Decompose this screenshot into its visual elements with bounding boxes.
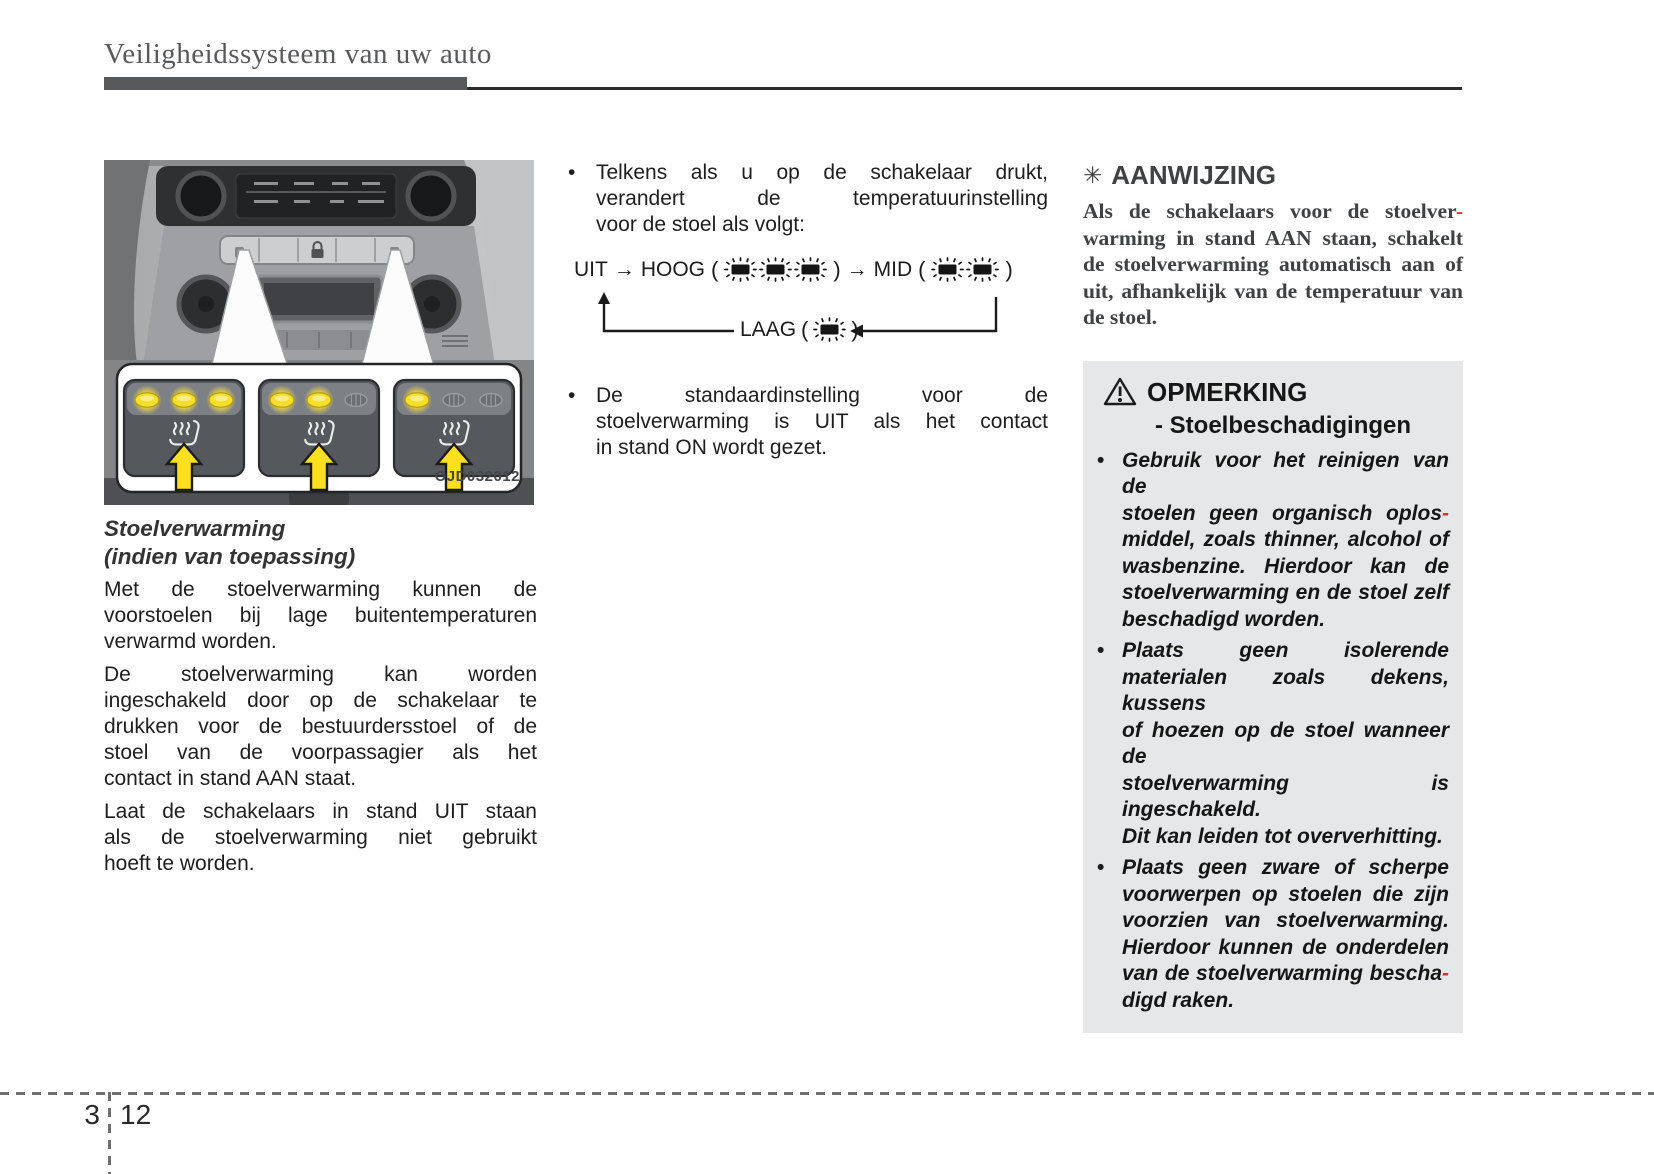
opmerking-bullet	[1097, 448, 1449, 634]
aanwijzing-note	[1083, 160, 1463, 331]
text-line: ingeschakeld door op de schakelaar te	[104, 688, 537, 712]
footer-dashed-rule	[0, 1092, 1654, 1095]
text-line: hoeft te worden.	[104, 852, 255, 876]
flashing-indicator-icon	[931, 257, 964, 282]
seat-heater-switch	[124, 380, 244, 490]
paragraph	[104, 662, 537, 793]
paragraph	[104, 577, 537, 656]
opmerking-bullet	[1097, 855, 1449, 1014]
seat-heater-figure	[104, 160, 534, 505]
text-line: stoelen geen organisch oplos-	[1122, 501, 1449, 525]
opmerking-bullet	[1097, 638, 1449, 850]
state-mid: MID	[873, 257, 913, 281]
text-line: Met de stoelverwarming kunnen de	[104, 578, 537, 601]
red-hyphen: -	[1455, 199, 1463, 223]
figure-code: OJD032012	[434, 468, 520, 485]
text-line: contact in stand AAN staat.	[104, 767, 357, 791]
text-line: Hierdoor kunnen de onderdelen	[1122, 935, 1449, 959]
diagram-row-top: UIT → HOOG ( ) → MID ( )	[574, 256, 1013, 282]
flashing-indicator-icon	[966, 257, 999, 282]
text-line: De standaardinstelling voor de	[596, 383, 1048, 407]
text-line: Plaats geen isolerende	[1122, 639, 1449, 662]
header-rule-thin	[467, 87, 1462, 90]
footer-dashed-divider	[108, 1092, 111, 1174]
state-laag: LAAG	[740, 317, 797, 341]
bullet-marker: •	[568, 161, 576, 184]
mid-indicator-set	[931, 257, 999, 282]
laag-indicator-set	[813, 317, 846, 342]
dashboard-illustration	[104, 160, 534, 505]
text-line: voor de stoel als volgt:	[596, 213, 805, 237]
seat-heater-switch	[259, 380, 379, 490]
text-line: voorwerpen op stoelen die zijn	[1122, 882, 1449, 906]
text-line: als de stoelverwarming niet gebruikt	[104, 825, 537, 849]
state-uit: UIT	[574, 257, 608, 281]
text-line: voorzien van stoelverwarming.	[1122, 909, 1449, 932]
text-line: materialen zoals dekens, kussens	[1122, 665, 1449, 715]
text-line: Plaats geen zware of scherpe	[1122, 856, 1449, 879]
page-number: 12	[120, 1099, 152, 1130]
text-line: wasbenzine. Hierdoor kan de	[1122, 554, 1449, 578]
asterisk-icon: ✳	[1083, 162, 1103, 189]
text-line: stoelverwarming is ingeschakeld.	[1122, 771, 1449, 821]
text-line: de stoel.	[1083, 305, 1158, 329]
text-line: voorstoelen bij lage buitentemperaturen	[104, 604, 537, 628]
flashing-indicator-icon	[759, 257, 792, 282]
bullet-item	[568, 383, 1048, 462]
header-rule	[104, 77, 1462, 91]
right-arrow-icon: →	[613, 257, 635, 281]
text-line: of hoezen op de stoel wanneer de	[1122, 718, 1449, 768]
opmerking-box	[1083, 361, 1463, 1034]
opmerking-header	[1103, 377, 1449, 408]
bullet-marker: •	[1097, 639, 1105, 662]
aanwijzing-body	[1083, 198, 1463, 331]
heat-cycle-diagram	[568, 257, 1048, 373]
text-line: van de stoelverwarming bescha-	[1122, 962, 1449, 985]
text-line: stoelverwarming en de stoel zelf	[1122, 581, 1449, 604]
opmerking-subtitle: - Stoelbeschadigingen	[1155, 411, 1412, 439]
page-header	[104, 38, 1462, 91]
text-line: Telkens als u op de schakelaar drukt,	[596, 161, 1048, 184]
text-line: Gebruik voor het reinigen van de	[1122, 448, 1449, 498]
flashing-indicator-icon	[724, 257, 757, 282]
hoog-indicator-set	[724, 257, 827, 282]
text-line: verwarmd worden.	[104, 630, 277, 654]
right-arrow-icon: →	[846, 257, 868, 281]
flashing-indicator-icon	[794, 257, 827, 282]
middle-column	[568, 160, 1048, 479]
text-line: verandert de temperatuurinstelling	[596, 187, 1048, 211]
caption-line: Stoelverwarming	[104, 516, 286, 541]
chapter-number: 3	[84, 1099, 100, 1130]
text-line: stoelverwarming is UIT als het contact	[596, 409, 1048, 433]
text-line: de stoelverwarming automatisch aan of	[1083, 252, 1463, 276]
bullet-marker: •	[1097, 856, 1105, 879]
warning-triangle-icon	[1103, 377, 1137, 407]
text-line: Dit kan leiden tot oververhitting.	[1122, 824, 1443, 848]
paragraph	[104, 799, 537, 878]
text-line: drukken voor de bestuurdersstoel of de	[104, 715, 537, 739]
text-line: middel, zoals thinner, alcohol of	[1122, 528, 1449, 551]
bullet-marker: •	[568, 383, 576, 407]
red-hyphen: -	[1442, 962, 1449, 985]
radio-unit	[156, 166, 476, 226]
bullet-marker: •	[1097, 448, 1105, 472]
text-line: in stand ON wordt gezet.	[596, 436, 828, 460]
header-rule-thick	[104, 77, 467, 90]
aanwijzing-header	[1083, 160, 1463, 191]
right-column	[1083, 160, 1463, 1033]
text-line: warming in stand AAN staan, schakelt	[1083, 225, 1463, 250]
text-line: uit, afhankelijk van de temperatuur van	[1083, 278, 1463, 303]
left-column	[104, 160, 537, 879]
state-hoog: HOOG	[640, 257, 705, 281]
page-title: Veiligheidssysteem van uw auto	[104, 38, 492, 70]
text-line: beschadigd worden.	[1122, 607, 1326, 631]
text-line: De stoelverwarming kan worden	[104, 662, 537, 686]
text-line: Als de schakelaars voor de stoelver-	[1083, 199, 1463, 223]
red-hyphen: -	[1442, 501, 1449, 525]
aanwijzing-title: AANWIJZING	[1111, 160, 1276, 190]
text-line: stoel van de voorpassagier als het	[104, 741, 537, 765]
diagram-row-laag: LAAG ( )	[740, 316, 859, 342]
flashing-indicator-icon	[813, 317, 846, 342]
text-line: Laat de schakelaars in stand UIT staan	[104, 799, 537, 823]
caption-line: (indien van toepassing)	[104, 544, 356, 569]
bullet-item	[568, 160, 1048, 239]
text-line: digd raken.	[1122, 988, 1235, 1012]
opmerking-title: OPMERKING	[1147, 376, 1308, 407]
figure-caption	[104, 515, 537, 571]
